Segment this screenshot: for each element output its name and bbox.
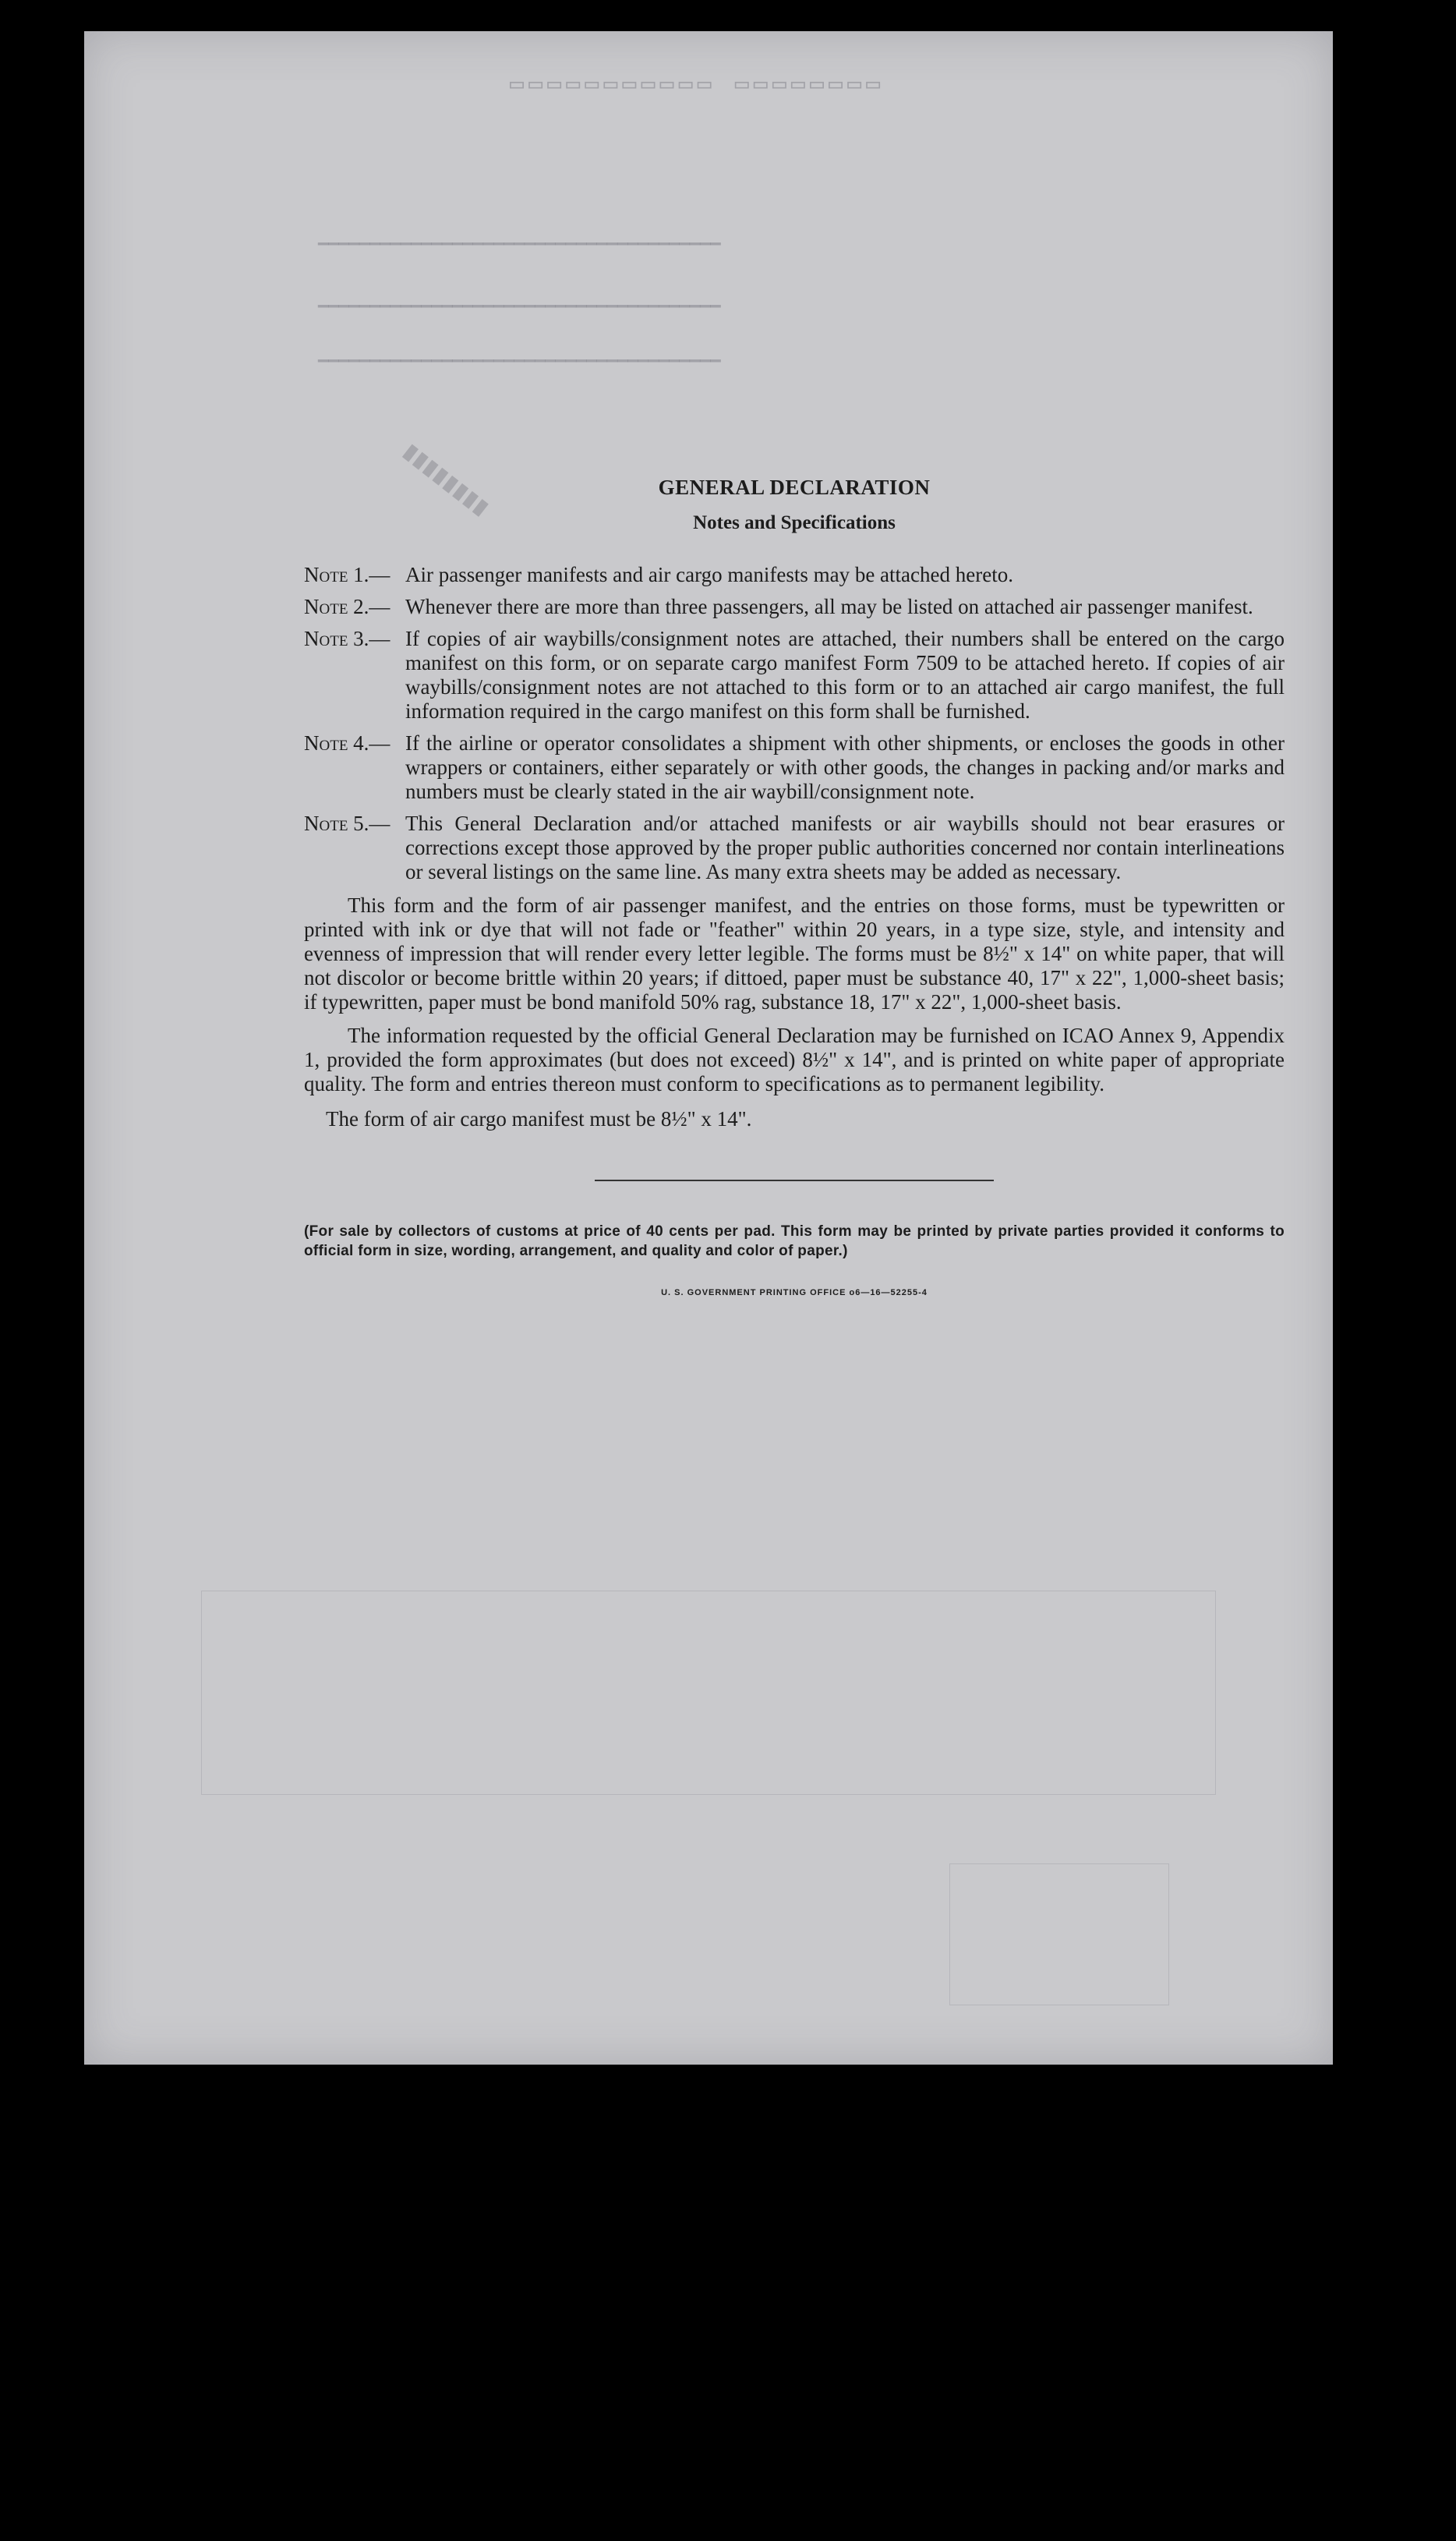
bleed-through-line: ▁▁▁▁▁▁▁▁▁▁▁▁▁▁▁▁▁▁▁▁▁▁▁▁▁▁▁▁▁▁▁▁▁▁▁▁▁▁▁ bbox=[318, 289, 721, 309]
divider-rule bbox=[595, 1180, 994, 1181]
bleed-through-stamp: ▮▮▮▮▮▮▮▮ bbox=[399, 439, 495, 521]
note-text: This General Declaration and/or attached manifests or air waybills should not bear erasures or corrections except those approved by the proper public authorities concerned nor contain interlineations or several listings on the same line. As many extra sheets may be added as necessary. bbox=[405, 812, 1285, 883]
note-text: Whenever there are more than three passengers, all may be listed on attached air passenger manifest. bbox=[405, 595, 1253, 618]
note-2 bbox=[304, 595, 1285, 619]
note-text: If copies of air waybills/consignment notes are attached, their numbers shall be entered on the cargo manifest on this form, or on separate cargo manifest Form 7509 to be attached hereto. If copies of air waybills/consignment notes are not attached to this form or to an attached air cargo manifest, the full information required in the cargo manifest on this form shall be furnished. bbox=[405, 627, 1285, 723]
note-label: Note 5.— bbox=[304, 812, 391, 835]
note-4 bbox=[304, 731, 1285, 804]
note-text: Air passenger manifests and air cargo manifests may be attached hereto. bbox=[405, 563, 1013, 586]
paragraph-form-specs: This form and the form of air passenger manifest, and the entries on those forms, must be typewritten or printed with ink or dye that will not fade or "feather" within 20 years, in a type size, style, and intensity and evenness of impression that will render every letter legible. The forms must be 8½" x 14" on white paper, that will not discolor or become brittle within 20 years; if dittoed, paper must be substance 40, 17" x 22", 1,000-sheet basis; if typewritten, paper must be bond manifold 50% rag, substance 18, 17" x 22", 1,000-sheet basis. bbox=[304, 894, 1285, 1014]
printer-imprint: U. S. GOVERNMENT PRINTING OFFICE o6—16—52255-4 bbox=[661, 1288, 928, 1297]
note-label: Note 4.— bbox=[304, 731, 391, 755]
bleed-through-table bbox=[201, 1591, 1216, 1795]
note-text: If the airline or operator consolidates a shipment with other shipments, or encloses the goods in other wrappers or containers, either separately or with other goods, the changes in packing and/or marks and numbers must be clearly stated in the air waybill/consignment note. bbox=[405, 731, 1285, 803]
bleed-through-heading: ▭▭▭▭▭▭▭▭ ▭▭▭▭▭▭▭▭▭▭▭ bbox=[505, 73, 881, 99]
document-subtitle: Notes and Specifications bbox=[693, 512, 896, 533]
paragraph-icao: The information requested by the official General Declaration may be furnished on ICAO Annex 9, Appendix 1, provided the form approximates (but does not exceed) 8½" x 14", and is printed on white paper of appropriate quality. The form and entries thereon must conform to specifications as to permanent legibility. bbox=[304, 1024, 1285, 1095]
document-page bbox=[84, 31, 1333, 2065]
bleed-through-box bbox=[949, 1863, 1169, 2005]
note-1 bbox=[304, 563, 1285, 587]
note-3 bbox=[304, 627, 1285, 724]
note-label: Note 3.— bbox=[304, 627, 391, 650]
note-label: Note 2.— bbox=[304, 595, 391, 618]
note-5 bbox=[304, 812, 1285, 884]
sale-note: (For sale by collectors of customs at price of 40 cents per pad. This form may be printed by private parties provided it conforms to official form in size, wording, arrangement, and quality and color of paper.) bbox=[304, 1223, 1285, 1259]
paragraph-cargo-manifest-size: The form of air cargo manifest must be 8½" x 14". bbox=[326, 1107, 752, 1131]
bleed-through-line: ▁▁▁▁▁▁▁▁▁▁▁▁▁▁▁▁▁▁▁▁▁▁▁▁▁▁▁▁▁▁▁▁▁▁▁▁▁▁▁ bbox=[318, 227, 721, 246]
note-label: Note 1.— bbox=[304, 563, 391, 586]
bleed-through-line: ▁▁▁▁▁▁▁▁▁▁▁▁▁▁▁▁▁▁▁▁▁▁▁▁▁▁▁▁▁▁▁▁▁▁▁▁▁▁▁ bbox=[318, 344, 721, 363]
declaration-notes bbox=[304, 476, 1285, 1305]
document-title: GENERAL DECLARATION bbox=[658, 476, 931, 499]
